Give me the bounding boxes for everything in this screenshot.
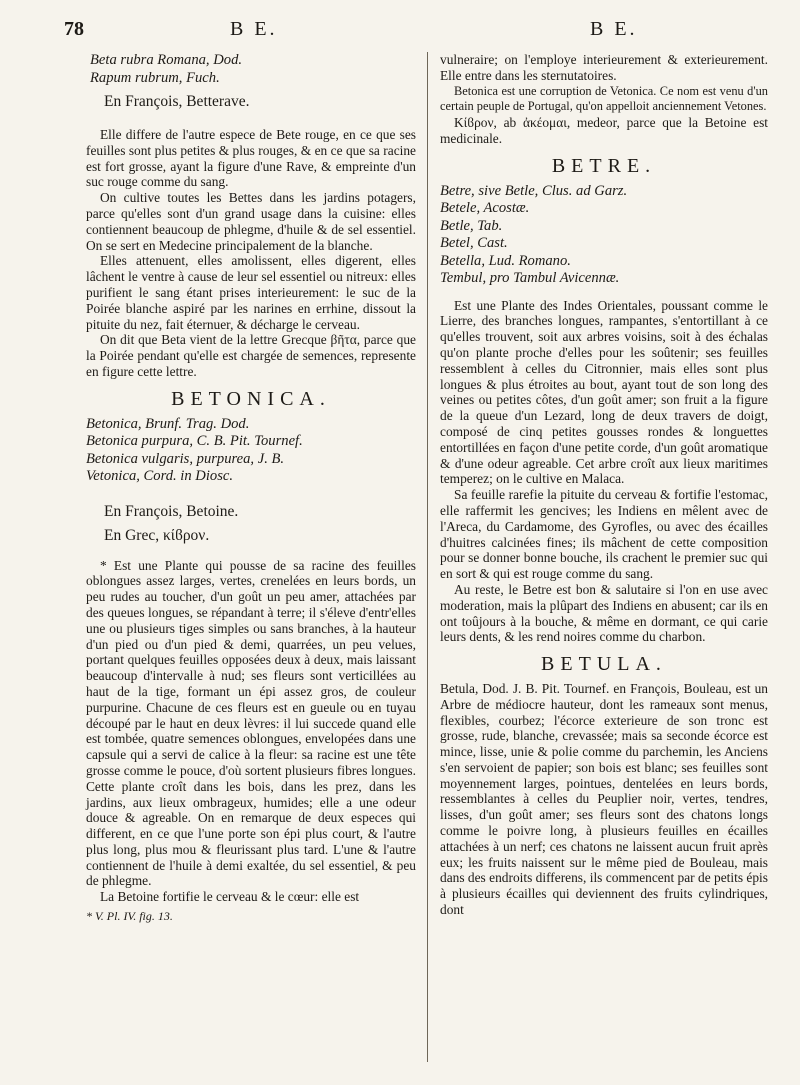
running-head-right: B E.	[590, 18, 638, 40]
section-heading-betula: BETULA.	[541, 653, 667, 676]
paragraph: vulneraire; on l'employe interieurement & exterieurement. Elle entre dans les sternutatoires.	[440, 52, 768, 83]
synonym-line: Betel, Cast.	[440, 235, 508, 252]
synonyms-beta	[90, 52, 416, 87]
paragraph: Est une Plante des Indes Orientales, poussant comme le Lierre, des branches longues, rampantes, s'entortillant à ce qu'elles trouvent, soit aux arbres voisins, soit à des échalas qu'on plante proche d'elles pour les soûtenir; ses feuilles ressemblent à celles du Citronnier, mais elles sont plus longues & plus étroites au bout, ayant tout de son long des veines ou petites côtes, d'un goût amer; son fruit a la figure de la queue d'un Lezard, long de deux travers de doigt, composé de cinq petites gousses rondes & longuettes entortillées en façon d'une petite corde, d'un goût aromatique & d'une odeur agreable. Cet arbre croît aux lieux maritimes temperez; on le cultive en Malaca.	[440, 297, 768, 487]
synonym-line: Beta rubra Romana, Dod.	[90, 52, 243, 68]
paragraph: Betula, Dod. J. B. Pit. Tournef. en François, Bouleau, est un Arbre de médiocre hauteur, dont les rameaux sont menus, flexibles, courbez; l'écorce exterieure de son tronc est grosse, rude, blanche, crevassée; mais sa seconde écorce est mince, lisse, unie & polie comme du parchemin, les Anciens s'en servoient de papier; son bois est blanc; ses feuilles sont moyennement larges, pointues, dentelées en leurs bords, ressemblantes à celles du Peuplier noir, vertes, tendres, lisses, d'un goût amer; ses fleurs sont des chatons longs comme le poivre long, à plusieurs feuilles en écailles attachées à un nerf; ces chatons ne laissent aucun fruit après eux; les fruits naissent sur le même pied de Bouleau, mais dans des endroits differens, ils commencent par de petits épis à plusieurs écailles qui deviennent des fruits cylindriques, dont	[440, 680, 768, 918]
right-column	[440, 52, 768, 918]
synonym-line: Betele, Acostæ.	[440, 200, 530, 217]
synonym-line: Rapum rubrum, Fuch.	[90, 69, 220, 86]
synonym-line: Betonica vulgaris, purpurea, J. B.	[86, 450, 285, 467]
greek-name: En Grec, κίϐρον.	[104, 526, 210, 544]
synonym-line: Betella, Lud. Romano.	[440, 252, 571, 269]
synonym-line: Betre, sive Betle, Clus. ad Garz.	[440, 182, 628, 199]
french-name: En François, Betterave.	[104, 93, 250, 110]
paragraph: Au reste, le Betre est bon & salutaire si l'on en use avec moderation, mais la plûpart des Indiens en abusent; car ils en ont toûjours à la bouche, & même en dormant, ce qui carie leurs dents, & les rend noires comme du charbon.	[440, 581, 768, 645]
column-divider	[427, 52, 428, 1062]
page-number: 78	[64, 18, 84, 40]
synonym-line: Vetonica, Cord. in Diosc.	[86, 468, 234, 485]
paragraph: * Est une Plante qui pousse de sa racine des feuilles oblongues assez larges, vertes, crenelées en leurs bords, un peu rudes au toucher, d'un goût un peu amer, attachées par des queues longues, se répandant à terre; il s'éleve d'entr'elles une ou plusieurs tiges simples ou sans branches, à la hauteur d'un pied ou d'un pied & demi, quarrées, un peu velues, portant quelques feuilles opposées deux à deux, mais laissant beaucoup d'intervalle à nud; ses fleurs sont verticillées au haut de la tige, formant un épi assez gros, de couleur purpurine. Chacune de ces fleurs est en gueule ou en tuyau découpé par le haut en deux lèvres: il lui succede quand elle est tombée, quatre semences oblongues, envelopées dans une capsule qui a servi de calice à la fleur: sa racine est une tête grosse comme le pouce, d'où sortent plusieurs fibres longues. Cette plante croît dans les bois, dans les prez, dans les jardins, aux lieux ombrageux, humides; elle a une odeur douce & agreable. On en remarque de deux especes qui different, en ce que l'une porte son épi plus court, & l'autre plus long, plus mou & fleurissant plus tard. L'une & l'autre contiennent de l'huile à demi exaltée, du sel essentiel, & peu de phlegme.	[86, 557, 416, 889]
left-column	[86, 52, 416, 925]
synonym-line: Tembul, pro Tambul Avicennæ.	[440, 270, 620, 287]
synonym-line: Betonica, Brunf. Trag. Dod.	[86, 415, 250, 432]
synonyms-betre	[440, 183, 768, 288]
paragraph: Elle differe de l'autre espece de Bete rouge, en ce que ses feuilles sont plus petites & plus rouges, & en ce que sa racine est fort grosse, ayant la figure d'une Rave, & empreinte d'un suc rouge comme du sang.	[86, 127, 416, 190]
synonym-line: Betle, Tab.	[440, 217, 503, 234]
paragraph: On cultive toutes les Bettes dans les jardins potagers, parce qu'elles sont d'un grand usage dans la cuisine: elles contiennent beaucoup de phlegme, d'huile & de sel essentiel. On se sert en Medecine principalement de la blanche.	[86, 190, 416, 253]
paragraph: La Betoine fortifie le cerveau & le cœur: elle est	[100, 889, 360, 905]
paragraph: On dit que Beta vient de la lettre Grecque βῆτα, parce que la Poirée pendant qu'elle est chargée de semences, represente en figure cette lettre.	[86, 332, 416, 379]
page-header	[0, 14, 800, 48]
paragraph: Sa feuille rarefie la pituite du cerveau & fortifie l'estomac, elle raffermit les gencives; les Indiens en mêlent avec de l'Areca, du Cardamome, des Gyrofles, ou avec des écailles d'huitres calcinées fines; ils mâchent de cette composition pour se donner bonne bouche, ils crachent le premier suc qui en sort & qui est rouge comme du sang.	[440, 487, 768, 582]
section-heading-betonica: BETONICA.	[171, 387, 331, 410]
paragraph: Elles attenuent, elles amolissent, elles digerent, elles lâchent le ventre à cause de leur sel essentiel ou nitreux: elles purifient le sang étant prises interieurement: le suc de la Poirée blanche aspiré par les narines en errhine, dissout la pituite du nez, fait éternuer, & décharge le cerveau.	[86, 253, 416, 332]
paragraph: Betonica est une corruption de Vetonica. Ce nom est venu d'un certain peuple de Portugal, qu'on appelloit anciennement Vetones.	[440, 83, 768, 114]
running-head-left: B E.	[230, 18, 278, 40]
footnote: * V. Pl. IV. fig. 13.	[86, 909, 173, 924]
french-name: En François, Betoine.	[104, 502, 239, 520]
section-heading-betre: BETRE.	[551, 154, 657, 177]
synonym-line: Betonica purpura, C. B. Pit. Tournef.	[86, 433, 303, 450]
paragraph: Κίϐρον, ab ἀκέομαι, medeor, parce que la Betoine est medicinale.	[440, 115, 768, 146]
synonyms-betonica	[86, 416, 416, 486]
